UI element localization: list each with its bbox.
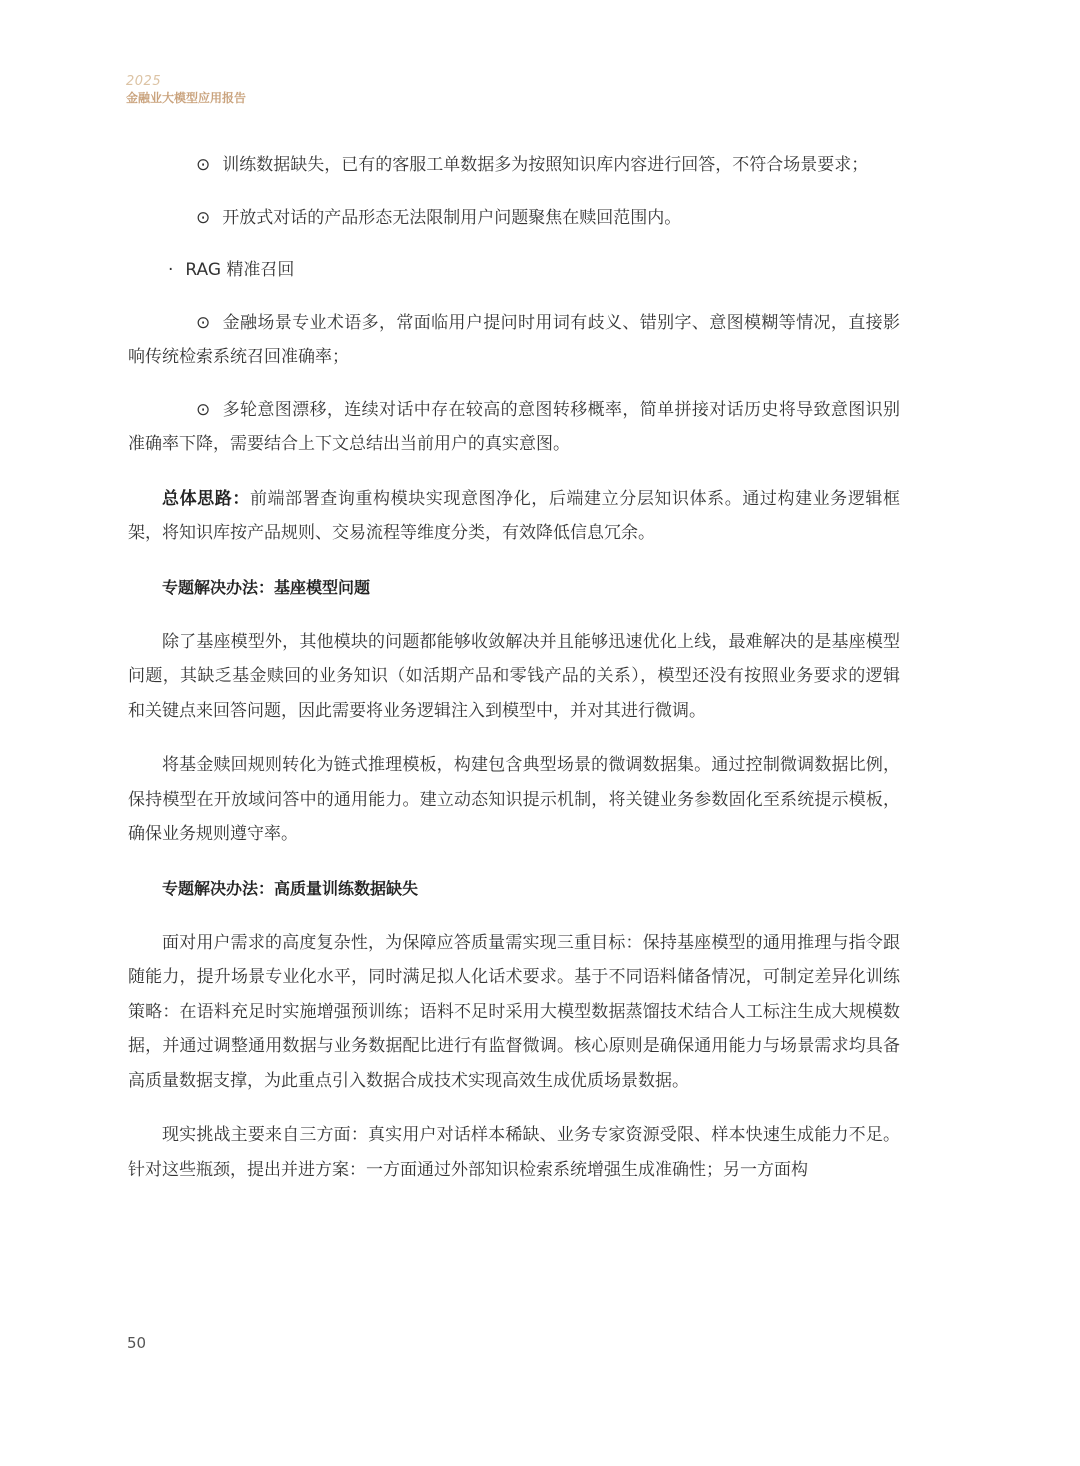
circle-dot-icon: ⊙: [196, 155, 211, 175]
bullet-text: 金融场景专业术语多，常面临用户提问时用词有歧义、错别字、意图模糊等情况，直接影响传统检索系统召回准确率；: [128, 312, 900, 367]
paragraph: 将基金赎回规则转化为链式推理模板，构建包含典型场景的微调数据集。通过控制微调数据比例，保持模型在开放域问答中的通用能力。建立动态知识提示机制，将关键业务参数固化至系统提示模板，确保业务规则遵守率。: [128, 755, 900, 844]
header-year: 2025: [126, 74, 162, 89]
section-heading: 专题解决办法：基座模型问题: [162, 577, 371, 597]
paragraph: 面对用户需求的高度复杂性，为保障应答质量需实现三重目标：保持基座模型的通用推理与指令跟随能力，提升场景专业化水平，同时满足拟人化话术要求。基于不同语料储备情况，可制定差异化训练策略：在语料充足时实施增强预训练；语料不足时采用大模型数据蒸馏技术结合人工标注生成大规模数据，并通过调整通用数据与业务数据配比进行有监督微调。核心原则是确保通用能力与场景需求均具备高质量数据支撑，为此重点引入数据合成技术实现高效生成优质场景数据。: [128, 932, 900, 1091]
bullet-item: [128, 253, 900, 288]
circle-dot-icon: ⊙: [196, 399, 211, 420]
overall-label: 总体思路：: [162, 488, 250, 509]
bullet-item: [128, 201, 900, 236]
paragraph: 除了基座模型外，其他模块的问题都能够收敛解决并且能够迅速优化上线，最难解决的是基座模型问题，其缺乏基金赎回的业务知识（如活期产品和零钱产品的关系），模型还没有按照业务要求的逻辑和关键点来回答问题，因此需要将业务逻辑注入到模型中，并对其进行微调。: [128, 631, 900, 721]
paragraph: 现实挑战主要来自三方面：真实用户对话样本稀缺、业务专家资源受限、样本快速生成能力不足。针对这些瓶颈，提出并进方案：一方面通过外部知识检索系统增强生成准确性；另一方面构: [128, 1125, 900, 1180]
bullet-item: [128, 393, 900, 462]
page-body: [128, 148, 900, 1187]
page-number: 50: [127, 1334, 147, 1352]
report-header: [126, 74, 246, 106]
bullet-text: 开放式对话的产品形态无法限制用户问题聚焦在赎回范围内。: [222, 207, 682, 228]
bullet-text: RAG 精准召回: [185, 260, 295, 280]
overall-text: 前端部署查询重构模块实现意图净化，后端建立分层知识体系。通过构建业务逻辑框架，将知识库按产品规则、交易流程等维度分类，有效降低信息冗余。: [128, 488, 901, 543]
section-heading: 专题解决办法：高质量训练数据缺失: [162, 878, 419, 898]
bullet-item: [128, 306, 900, 375]
bullet-text: 多轮意图漂移，连续对话中存在较高的意图转移概率，简单拼接对话历史将导致意图识别准确率下降，需要结合上下文总结出当前用户的真实意图。: [128, 399, 900, 454]
header-title: 金融业大模型应用报告: [126, 91, 247, 105]
bullet-item: [128, 148, 900, 183]
overall-approach: [128, 482, 900, 551]
circle-dot-icon: ⊙: [196, 312, 211, 333]
circle-dot-icon: ⊙: [196, 207, 211, 228]
bullet-text: 训练数据缺失，已有的客服工单数据多为按照知识库内容进行回答，不符合场景要求；: [222, 155, 869, 175]
dot-bullet-icon: ·: [168, 260, 174, 280]
